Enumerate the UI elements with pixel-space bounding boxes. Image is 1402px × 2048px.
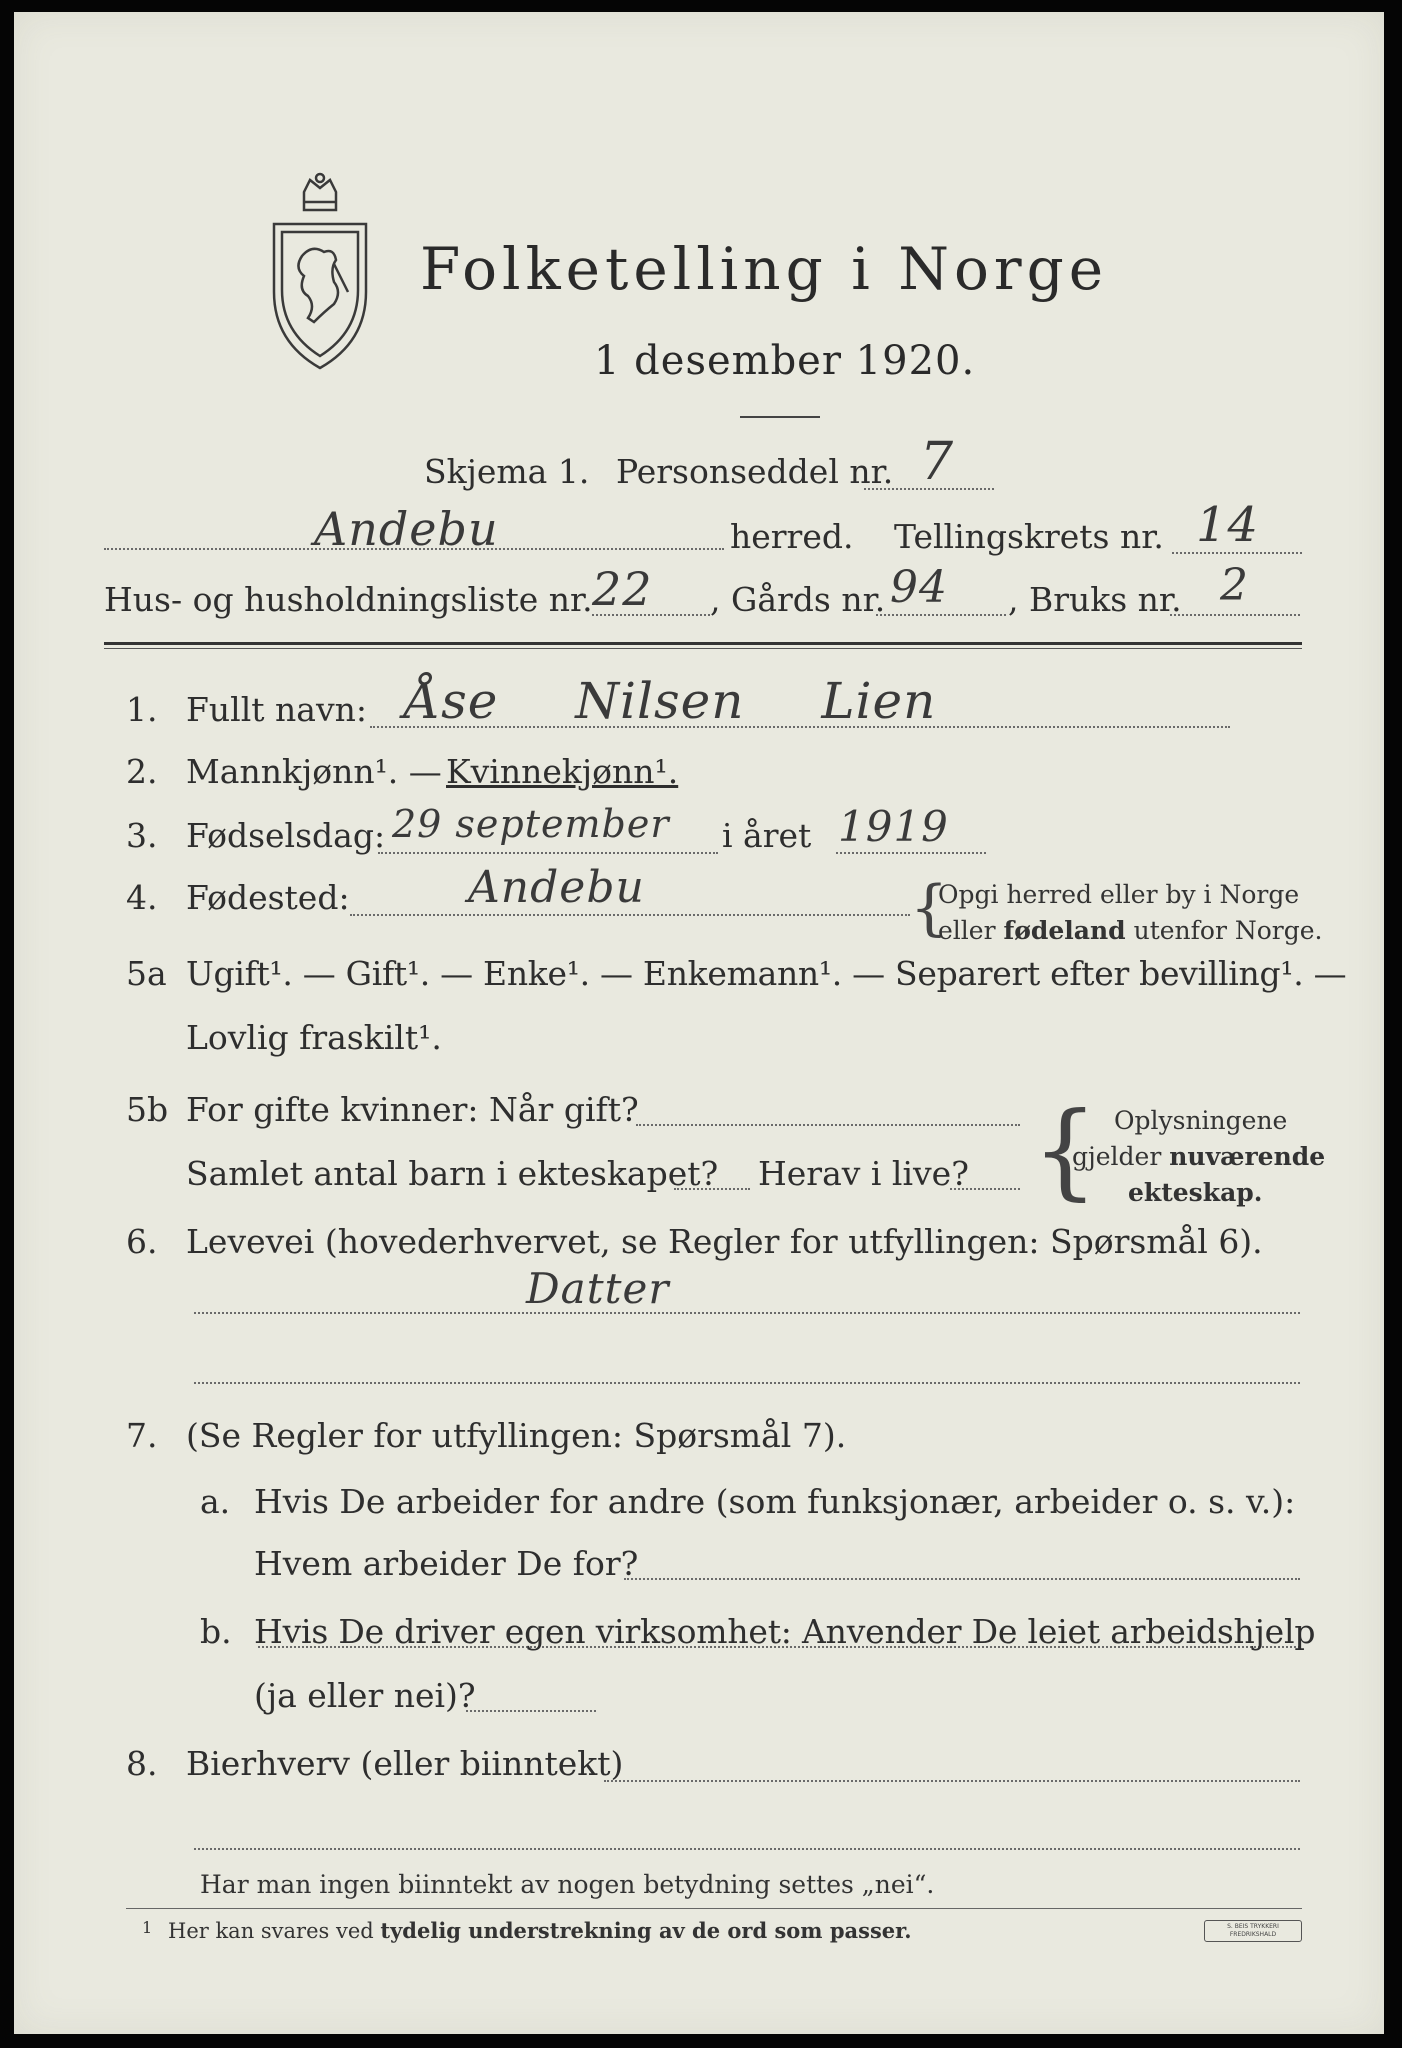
title-divider bbox=[740, 416, 820, 418]
bruks-line bbox=[1170, 614, 1300, 616]
q1-label: Fullt navn: bbox=[186, 690, 367, 729]
gards-label: , Gårds nr. bbox=[710, 580, 886, 619]
q6-label: Levevei (hovederhvervet, se Regler for utfyllingen: Spørsmål 6). bbox=[186, 1222, 1263, 1261]
q5a-line1: Ugift¹. — Gift¹. — Enke¹. — Enkemann¹. — Separert efter bevilling¹. — bbox=[186, 954, 1347, 993]
q5b-children-label: Samlet antal barn i ekteskapet? bbox=[186, 1154, 719, 1193]
q3-label: Fødselsdag: bbox=[186, 816, 386, 855]
q5b-note-line1: Oplysningene bbox=[1114, 1106, 1288, 1135]
husliste-label: Hus- og husholdningsliste nr. bbox=[104, 580, 593, 619]
herred-value: Andebu bbox=[314, 502, 499, 556]
tellingskrets-label: Tellingskrets nr. bbox=[894, 517, 1164, 556]
q8-label: Bierhverv (eller biinntekt) bbox=[186, 1744, 624, 1783]
footnote-text: Her kan svares ved tydelig understrekning av de ord som passer. bbox=[168, 1918, 912, 1943]
husliste-value: 22 bbox=[592, 562, 653, 616]
q5b-label: For gifte kvinner: Når gift? bbox=[186, 1090, 639, 1129]
q8-line1 bbox=[604, 1780, 1300, 1782]
gards-value: 94 bbox=[890, 562, 948, 613]
q4-line bbox=[350, 914, 910, 916]
q7a-line-answer1 bbox=[624, 1578, 1300, 1580]
personseddel-label: Personseddel nr. bbox=[616, 452, 894, 491]
q3-line bbox=[378, 852, 718, 854]
q2-kvinnekjonn: Kvinnekjønn¹. bbox=[446, 752, 679, 791]
header-double-rule bbox=[104, 642, 1302, 649]
q5a-line2: Lovlig fraskilt¹. bbox=[186, 1018, 442, 1057]
q8-note: Har man ingen biinntekt av nogen betydning settes „nei“. bbox=[200, 1870, 935, 1899]
q5b-note-line2: gjelder nuværende bbox=[1072, 1142, 1326, 1171]
q4-note-line2: eller fødeland utenfor Norge. bbox=[938, 916, 1323, 945]
q8-number: 8. bbox=[126, 1744, 158, 1783]
q6-line2 bbox=[194, 1382, 1300, 1384]
q1-number: 1. bbox=[126, 690, 158, 729]
herred-label: herred. bbox=[730, 517, 854, 556]
q4-note-line1: Opgi herred eller by i Norge bbox=[938, 880, 1300, 909]
q5b-alive-line bbox=[950, 1188, 1020, 1190]
personseddel-value: 7 bbox=[920, 432, 955, 492]
tellingskrets-value: 14 bbox=[1196, 497, 1260, 553]
q7a-number: a. bbox=[200, 1482, 231, 1521]
census-date: 1 desember 1920. bbox=[594, 338, 976, 384]
q5b-note-line3: ekteskap. bbox=[1128, 1178, 1263, 1207]
q5b-children-line bbox=[674, 1188, 750, 1190]
q7b-number: b. bbox=[200, 1612, 232, 1651]
q3-year-label: i året bbox=[722, 816, 812, 855]
q7a-line2: Hvem arbeider De for? bbox=[254, 1544, 639, 1583]
q4-label: Fødested: bbox=[186, 878, 350, 917]
q6-line1 bbox=[194, 1312, 1300, 1314]
footnote-divider bbox=[126, 1908, 1302, 1909]
q3-year-line bbox=[836, 852, 986, 854]
q2-mannkjonn: Mannkjønn¹. — bbox=[186, 752, 442, 791]
gards-line bbox=[876, 614, 1006, 616]
form-title: Folketelling i Norge bbox=[420, 235, 1109, 303]
norwegian-coat-of-arms-icon bbox=[264, 172, 376, 372]
q7-number: 7. bbox=[126, 1416, 158, 1455]
q4-number: 4. bbox=[126, 878, 158, 917]
bruks-label: , Bruks nr. bbox=[1008, 580, 1182, 619]
q3-value: 29 september bbox=[392, 802, 670, 846]
q7b-line2: (ja eller nei)? bbox=[254, 1676, 476, 1715]
q7b-line-answer bbox=[466, 1710, 596, 1712]
printer-stamp: S. BEIS TRYKKERI FREDRIKSHALD bbox=[1204, 1920, 1302, 1942]
q6-value: Datter bbox=[526, 1264, 670, 1313]
q5b-number: 5b bbox=[126, 1090, 169, 1129]
q1-value: Åse Nilsen Lien bbox=[404, 672, 937, 730]
q4-value: Andebu bbox=[468, 862, 645, 913]
q3-year-value: 1919 bbox=[838, 802, 949, 851]
q7b-line1: Hvis De driver egen virksomhet: Anvender De leiet arbeidshjelp bbox=[254, 1612, 1316, 1651]
q3-number: 3. bbox=[126, 816, 158, 855]
q4-note-brace: { bbox=[910, 873, 949, 943]
q5b-alive-label: Herav i live? bbox=[758, 1154, 969, 1193]
bruks-value: 2 bbox=[1220, 560, 1249, 611]
census-form-page bbox=[14, 12, 1384, 2034]
q7a-line1: Hvis De arbeider for andre (som funksjonær, arbeider o. s. v.): bbox=[254, 1482, 1296, 1521]
q8-line2 bbox=[194, 1848, 1300, 1850]
q5a-number: 5a bbox=[126, 954, 167, 993]
skjema-label: Skjema 1. bbox=[424, 452, 590, 491]
q5b-when-line bbox=[636, 1124, 1020, 1126]
q5b-note-brace: { bbox=[1032, 1089, 1099, 1211]
q6-number: 6. bbox=[126, 1222, 158, 1261]
footnote-mark: 1 bbox=[142, 1918, 153, 1937]
q7-label: (Se Regler for utfyllingen: Spørsmål 7). bbox=[186, 1416, 847, 1455]
q2-number: 2. bbox=[126, 752, 158, 791]
